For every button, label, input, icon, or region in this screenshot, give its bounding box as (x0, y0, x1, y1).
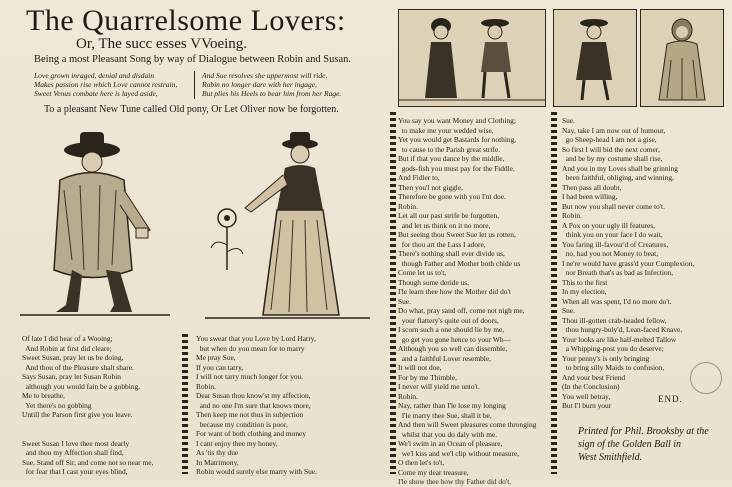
woodcut-gentleman (553, 9, 637, 107)
ballad-title: The Quarrelsome Lovers: (26, 4, 346, 37)
ballad-description: Being a most Pleasant Song by way of Dialogue between Robin and Susan. (34, 54, 351, 65)
column-rule-2 (551, 112, 557, 474)
argument-verse-right: And Sue resolves she uppermost will ride, Robin no longer dare with her ingage, But plies his Heels to bear him from her Rage. (202, 71, 342, 98)
woodcut-susan (205, 130, 370, 325)
woodcut-couple (398, 9, 546, 107)
woodcut-lady (640, 9, 724, 107)
end-marker: END. (658, 394, 683, 404)
verse-column-2: You swear that you Love by Lord Harry, but when do you mean for to marry Me pray Sue, If you can tarry, I will not tarry much longer for you. Robin. Dear Susan thou know'st my affection, and no one I'm sure that knows more, Then keep me not thus in subjection because my condition is poor, For want of both clothing and money I cant enjoy thee my honey, As 'tis thy due In Matrimony, Robin would surely else marry with Sue. (196, 334, 317, 476)
woodcut-robin (20, 120, 170, 325)
verse-column-1: Of late I did hear of a Wooing; And Robin at first did cleare; Sweet Susan, pray let us be doing, And thou of the Pleasure shalt share. Says Susan, pray let Susan Robin although you would fain be a gobbing, Me to breathe, Yet there's no gobbing Untill the Parson first give you leave. Sweet Susan I love thee most dearly and thou my Affection shall find, Sue, Stand off Sir, and come not so near me, for fear that I cast your eyes blind, (22, 334, 154, 476)
verse-divider (194, 71, 195, 99)
printer-imprint: Printed for Phil. Brooksby at the sign of the Golden Ball in West Smithfield. (578, 426, 709, 463)
argument-verse-left: Love grown inraged, denial and disdain Makes passion rise which Love cannot restrain, Sweet Venus combate here is layed aside, (34, 71, 178, 98)
column-rule-1 (182, 334, 188, 474)
ballad-subtitle: Or, The succ esses VVoeing. (76, 36, 248, 52)
library-stamp (690, 362, 722, 394)
verse-column-3: You say you want Money and Clothing; to make me your wedded wise, Yet you would get Bastards for nothing, to cause to the Parish great strife. But if that you dance by the middle, gods-fish you must pay for the Fiddle, And Fidler to, Then you'l not giggle, Therefore be gone with you I'nt doe. Robin. Let all our past strife be forgotten, and let us think on it no more, But seeing thou Sweet Sue let us rotten, for thou art the Lass I adore, There's nothing shall ever divide us, though Father and Mother both chide us Come let us to't, Though some deride us, I'le learn thee how the Mother did do't Sue. Do what, pray sand off, come not nigh me, your flattery's quite out of doors, I scorn such a one should lie by me, go get you gone hence to your Wh— Although you so well can dissemble, and a faithful Lover resemble, It will not doe, For by me Thimble, I never will yield me unto't. Robin. Nay, rather than I'le lose my longing I'le marry thee Sue, shall it be, And then will Sweet pleasures come thronging whilst that you do daly with me. We'l swim in an Ocean of pleasure, we'l kiss and we'l clip without measure, O then let's to't, Come my dear treasure, I'le show thee how thy Father did do't. (398, 116, 537, 486)
column-rule-center (390, 112, 396, 474)
tune-line: To a pleasant New Tune called Old pony, Or Let Oliver now be forgotten. (44, 104, 339, 115)
verse-column-4: Sue. Nay, take I am now out of humour, go Sheep-head I am not a gise, So first I will bid the next comer, and be by my costume shall rise, And you in my Loves shall be grinning been faithful, obliging, and winning, Then pass all doubt, I had been willing, But now you shall never come to't. Robin. A Pox on your ugly ill features, think you on your face I do wait, You faring ill-favour'd of Creatures, no, had you not Money to beat, I ne're would have grass'd your Complexion, nor Breath that's as bad as Infection, This to the first In my election, When all was spent, I'd no more do't. Sue. Thou ill-gotten crab-headed fellow, thou hungry-buly'd, Lean-faced Knave, Your looks are like half-melted Tallow a Whipping-post you do deserve; Your penny's is only bringing to bring silly Maids to confusion, And your best Friend (In the Conclusion) You well betray, But I'l burn your (562, 116, 695, 410)
